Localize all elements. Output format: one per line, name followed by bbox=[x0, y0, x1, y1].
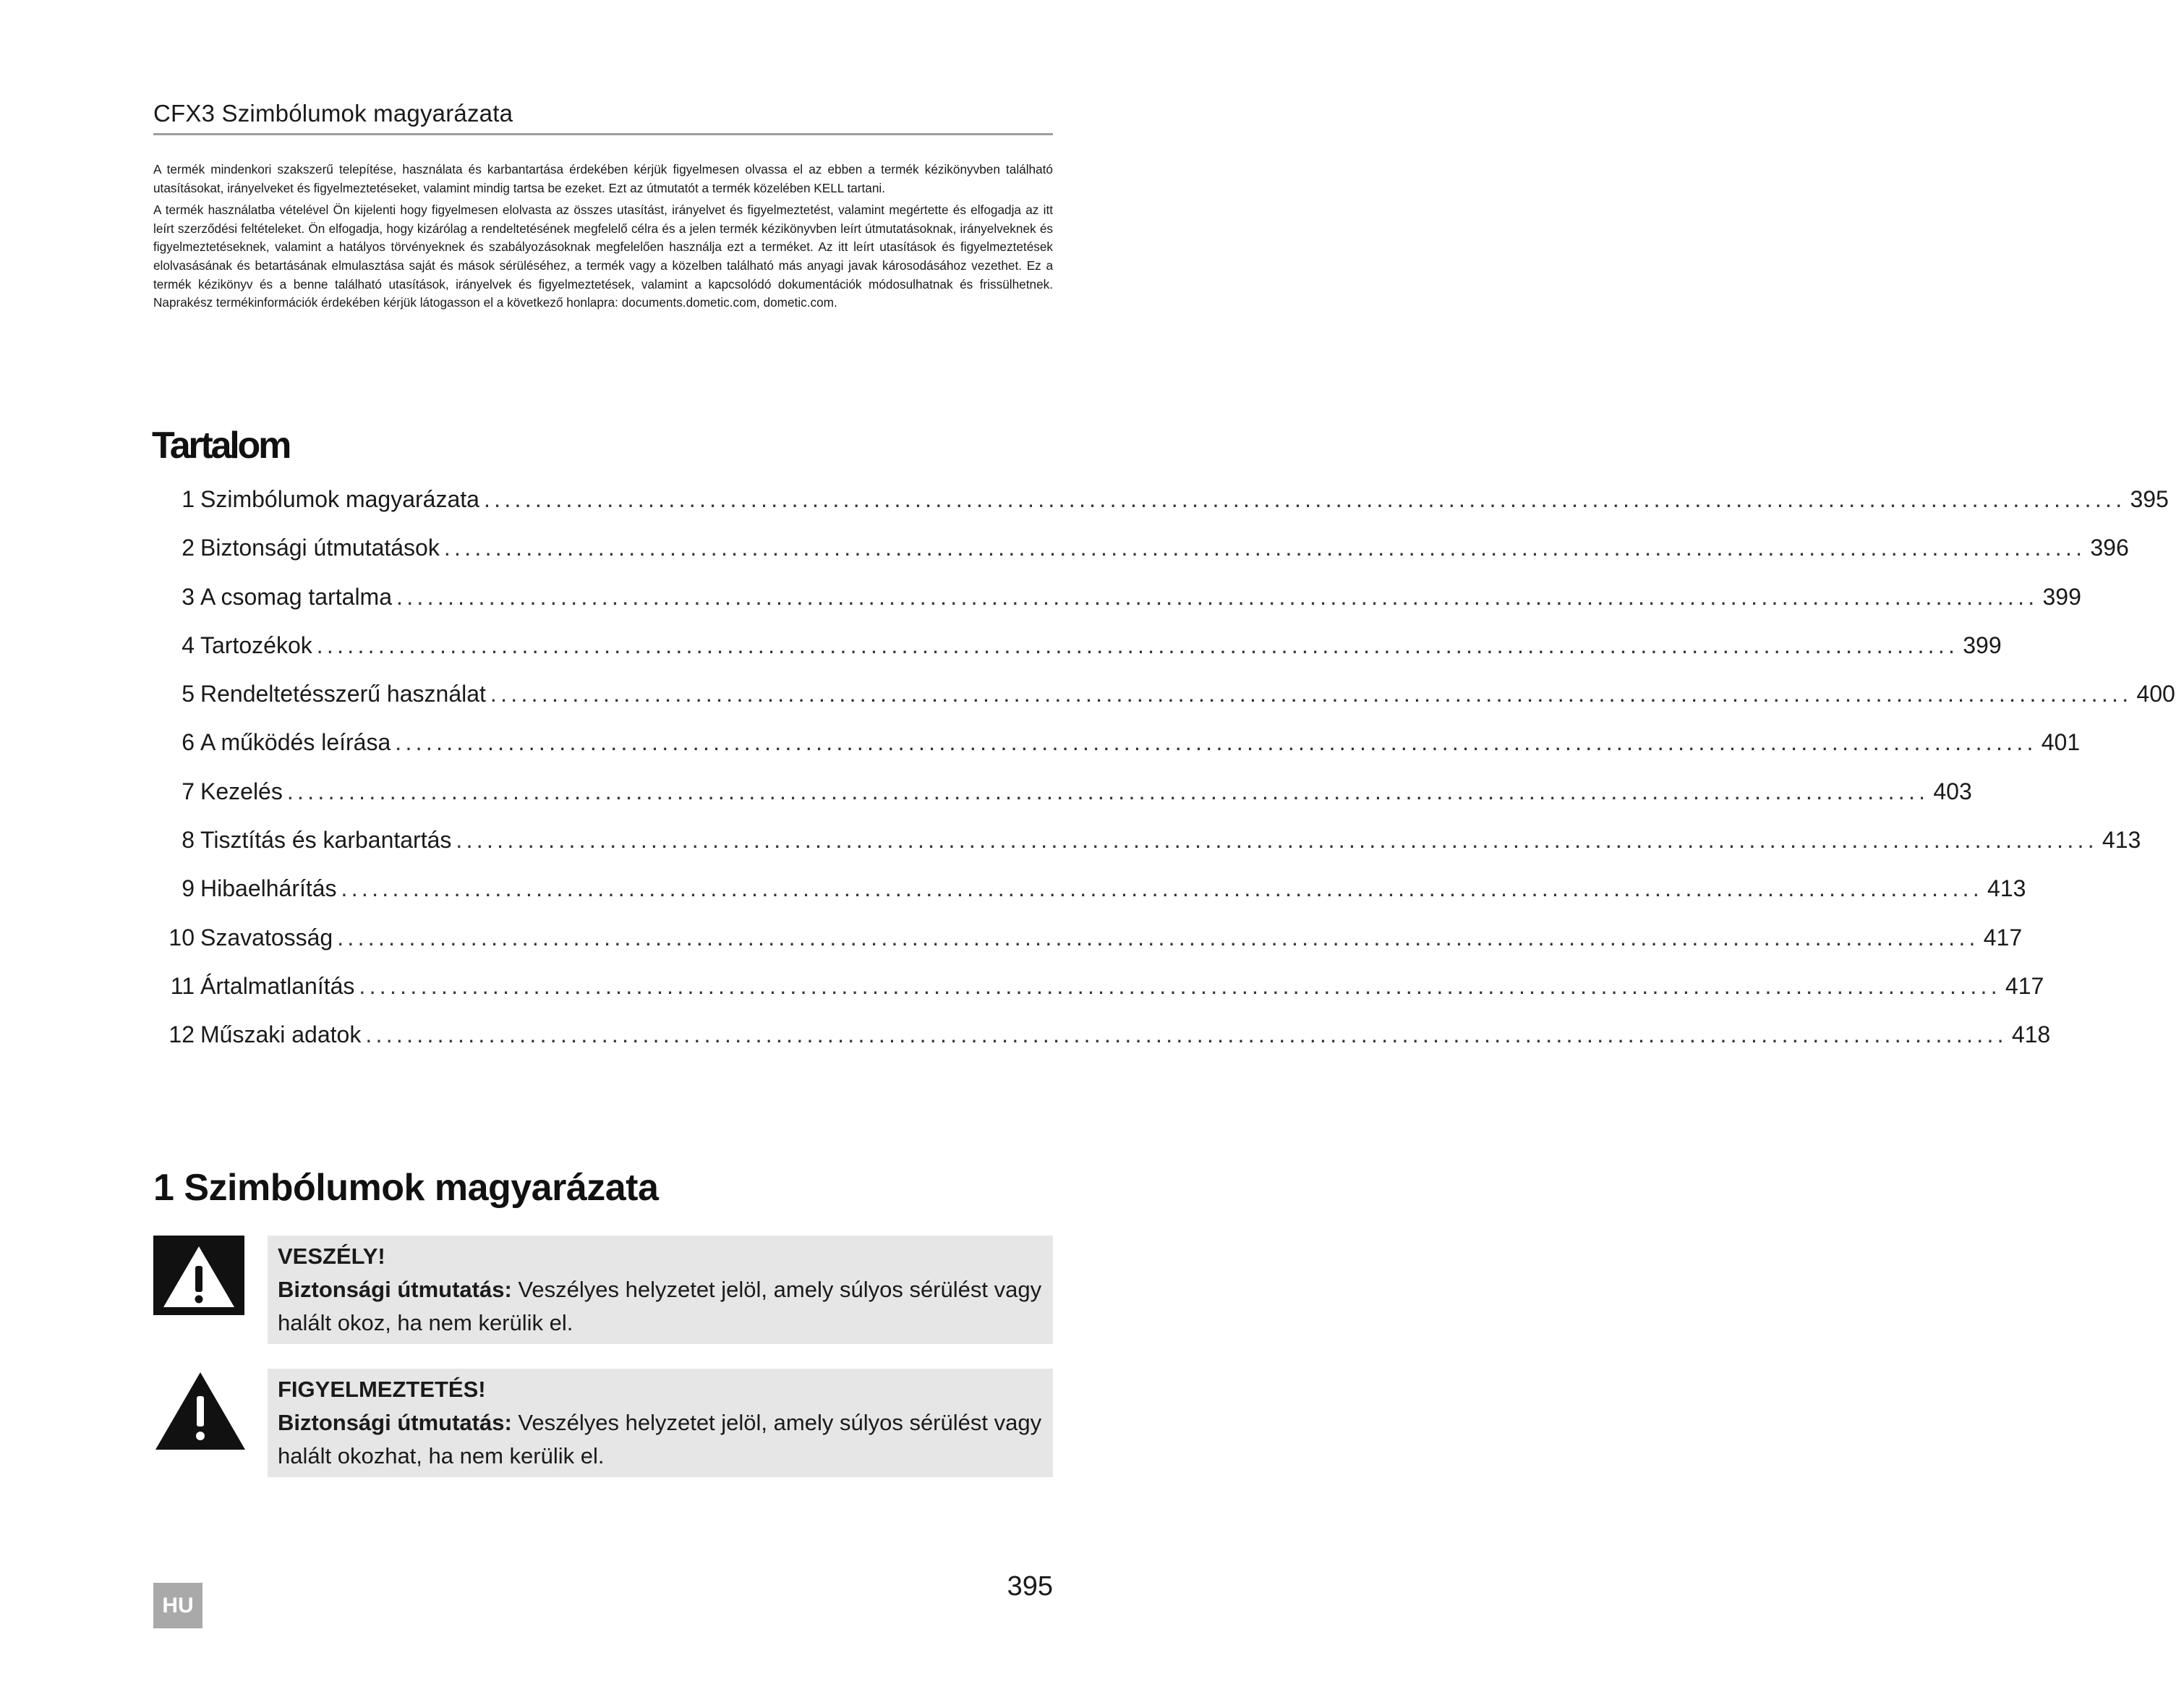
toc-entry-number: 10 bbox=[169, 924, 195, 951]
toc-leader-dots: ................................................................................................................................................................ bbox=[443, 535, 2086, 561]
toc-leader-dots: ................................................................................................................................................................ bbox=[316, 632, 1959, 658]
language-badge: HU bbox=[153, 1583, 202, 1628]
toc-entry-label: Rendeltetésszerű használat bbox=[200, 681, 486, 707]
toc-entry-label: Műszaki adatok bbox=[200, 1021, 362, 1048]
notice-lead: Biztonsági útmutatás: bbox=[278, 1410, 512, 1435]
notice-text: Veszélyes helyzetet jelöl, amely súlyos sérülést vagy halált okozhat, ha nem kerülik el. bbox=[278, 1410, 1042, 1468]
notice-lead: Biztonsági útmutatás: bbox=[278, 1277, 512, 1302]
toc-entry-label: Tisztítás és karbantartás bbox=[200, 827, 452, 854]
toc-entry-number: 3 bbox=[182, 583, 195, 610]
notice-box bbox=[268, 1369, 1053, 1477]
header-rule bbox=[153, 133, 1053, 135]
toc-entry-page: 413 bbox=[1987, 875, 2026, 902]
toc-entry-label: Biztonsági útmutatások bbox=[200, 535, 440, 561]
toc-entry-page: 403 bbox=[1933, 778, 1972, 804]
toc-entry[interactable] bbox=[153, 875, 2026, 924]
toc-entry-page: 400 bbox=[2136, 681, 2175, 707]
toc-leader-dots: ................................................................................................................................................................ bbox=[483, 486, 2126, 512]
toc-entry-number: 9 bbox=[182, 875, 195, 902]
toc-entry-number: 6 bbox=[182, 729, 195, 756]
toc-entry-label: Hibaelhárítás bbox=[200, 875, 337, 902]
intro-paragraph: A termék mindenkori szakszerű telepítése, használata és karbantartása érdekében kérjük figyelmesen olvassa el az ebben a termék kézikönyvben található utasításokat, irányelveket és figyelmeztetéseket, valamint mindig tartsa be ezeket. Ezt az útmutatót a termék közelében KELL tartani. bbox=[153, 162, 1053, 195]
toc-entry-page: 399 bbox=[2042, 583, 2081, 610]
toc-leader-dots: ................................................................................................................................................................ bbox=[286, 778, 1929, 804]
running-header: CFX3 Szimbólumok magyarázata bbox=[153, 100, 513, 127]
toc-entry[interactable] bbox=[153, 486, 2169, 535]
toc-leader-dots: ................................................................................................................................................................ bbox=[456, 827, 2098, 854]
danger-warning-icon bbox=[153, 1236, 244, 1319]
toc-entry-number: 7 bbox=[182, 778, 195, 804]
danger-notice bbox=[153, 1236, 1053, 1344]
toc-leader-dots: ................................................................................................................................................................ bbox=[396, 583, 2039, 610]
toc-title: Tartalom bbox=[152, 425, 290, 467]
warning-triangle-icon bbox=[153, 1370, 247, 1456]
toc-entry[interactable] bbox=[153, 972, 2044, 1021]
toc-entry-page: 395 bbox=[2130, 486, 2169, 512]
toc-entry-label: A csomag tartalma bbox=[200, 583, 392, 610]
notice-box bbox=[268, 1236, 1053, 1344]
toc-entry-number: 12 bbox=[169, 1021, 195, 1048]
notice-keyword: FIGYELMEZTETÉS! bbox=[278, 1377, 486, 1402]
section-heading: 1 Szimbólumok magyarázata bbox=[153, 1167, 659, 1209]
toc-entry[interactable] bbox=[153, 827, 2141, 875]
toc-entry-number: 2 bbox=[182, 535, 195, 561]
toc-leader-dots: ................................................................................................................................................................ bbox=[490, 681, 2133, 707]
intro-paragraph: A termék használatba vételével Ön kijelenti hogy figyelmesen elolvasta az összes utasítást, irányelvet és figyelmeztetést, valamint megértette és elfogadja az itt leírt szerződési feltételeket. Ön elfogadja, hogy kizárólag a rendeltetésének megfelelő célra és a jelen termék kézikönyvben leírt útmutatásoknak, irányelveknek és figyelmeztetéseknek, valamint a hatályos törvényeknek és szabályozásoknak megfelelően használja ezt a terméket. Az itt leírt utasítások és figyelmeztetések elolvasásának és betartásának elmulasztása saját és mások sérüléséhez, a termék vagy a közelben található más anyagi javak károsodásához vezethet. Ez a termék kézikönyv és a benne található utasítások, irányelvek és figyelmeztetések, valamint a kapcsolódó dokumentációk módosulhatnak és frissülhetnek. Naprakész termékinformációk érdekében kérjük látogasson el a következő honlapra: documents.dometic.com, dometic.com. bbox=[153, 203, 1053, 310]
warning-notice bbox=[153, 1369, 1053, 1477]
toc-entry[interactable] bbox=[153, 924, 2023, 973]
toc-leader-dots: ................................................................................................................................................................ bbox=[337, 924, 1979, 951]
notice-keyword: VESZÉLY! bbox=[278, 1244, 385, 1269]
toc-entry-label: Ártalmatlanítás bbox=[200, 972, 355, 999]
toc-leader-dots: ................................................................................................................................................................ bbox=[359, 972, 2001, 999]
toc-leader-dots: ................................................................................................................................................................ bbox=[341, 875, 1984, 902]
notice-text: Veszélyes helyzetet jelöl, amely súlyos sérülést vagy halált okoz, ha nem kerülik el. bbox=[278, 1277, 1042, 1335]
toc-leader-dots: ................................................................................................................................................................ bbox=[365, 1021, 2008, 1048]
toc-entry-number: 4 bbox=[182, 632, 195, 658]
toc-entry-label: Tartozékok bbox=[200, 632, 312, 658]
toc-entry-page: 399 bbox=[1963, 632, 2002, 658]
toc-entry[interactable] bbox=[153, 583, 2081, 632]
toc-entry-page: 396 bbox=[2090, 535, 2129, 561]
toc-entry[interactable] bbox=[153, 632, 2002, 681]
toc-entry-label: Kezelés bbox=[200, 778, 283, 804]
toc-entry-page: 413 bbox=[2102, 827, 2141, 854]
toc-entry-page: 417 bbox=[2005, 972, 2044, 999]
toc-entry-label: Szavatosság bbox=[200, 924, 333, 951]
intro-text bbox=[153, 161, 1053, 316]
toc-entry[interactable] bbox=[153, 1021, 2051, 1070]
toc-entry-page: 417 bbox=[1983, 924, 2023, 951]
toc-entry[interactable] bbox=[153, 778, 1972, 827]
toc-entry-number: 11 bbox=[170, 972, 195, 999]
toc-entry[interactable] bbox=[153, 681, 2175, 729]
toc-entry-number: 8 bbox=[182, 827, 195, 854]
toc-leader-dots: ................................................................................................................................................................ bbox=[395, 729, 2037, 756]
toc-entry-label: A működés leírása bbox=[200, 729, 391, 756]
toc-entry-number: 1 bbox=[182, 486, 195, 512]
table-of-contents bbox=[153, 486, 2175, 1071]
toc-entry[interactable] bbox=[153, 535, 2129, 583]
toc-entry[interactable] bbox=[153, 729, 2081, 778]
toc-entry-number: 5 bbox=[182, 681, 195, 707]
toc-entry-page: 418 bbox=[2011, 1021, 2051, 1048]
toc-entry-page: 401 bbox=[2041, 729, 2081, 756]
toc-entry-label: Szimbólumok magyarázata bbox=[200, 486, 479, 512]
page-number: 395 bbox=[1007, 1571, 1053, 1602]
